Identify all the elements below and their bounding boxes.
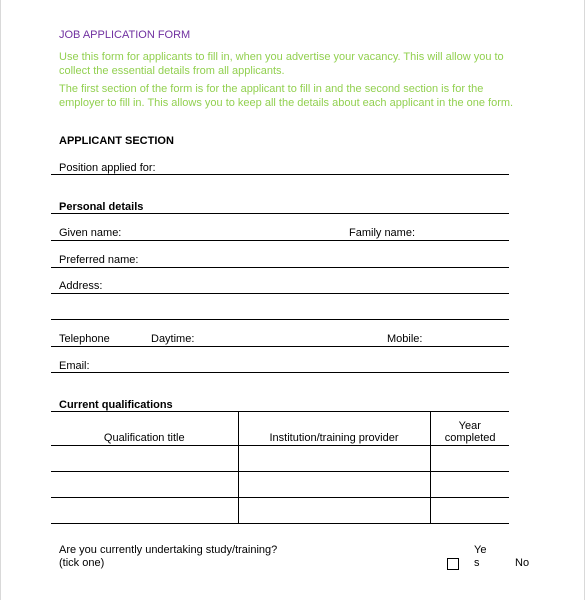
address-field-line-1[interactable] [51, 293, 509, 294]
name-field-line[interactable] [51, 240, 509, 241]
given-name-label: Given name: [59, 227, 122, 239]
column-header-institution: Institution/training provider [238, 411, 430, 446]
address-label: Address: [59, 280, 103, 292]
table-cell[interactable] [51, 446, 238, 472]
family-name-label: Family name: [349, 227, 416, 239]
form-title: JOB APPLICATION FORM [59, 29, 191, 41]
table-cell[interactable] [51, 472, 238, 498]
table-cell[interactable] [430, 498, 509, 524]
preferred-name-field-line[interactable] [51, 267, 509, 268]
address-field-line-2[interactable] [51, 319, 509, 320]
intro-paragraph-1: Use this form for applicants to fill in, when you advertise your vacancy. This will allow you to collect the essential details from all applicants. [59, 51, 504, 77]
yes-label-part2: s [474, 557, 480, 569]
study-question: Are you currently undertaking study/training? [59, 544, 278, 556]
table-cell[interactable] [238, 498, 430, 524]
table-cell[interactable] [238, 472, 430, 498]
table-cell[interactable] [51, 498, 238, 524]
applicant-section-heading: APPLICANT SECTION [59, 135, 174, 147]
table-cell[interactable] [430, 472, 509, 498]
column-header-year [430, 411, 509, 446]
daytime-label: Daytime: [151, 333, 195, 345]
yes-label-part1: Ye [474, 544, 487, 556]
divider-line [51, 213, 509, 214]
intro-paragraph-2: The first section of the form is for the applicant to fill in and the second section is for the employer to fill in. This allows you to keep all the details about each applicant in the one form. [59, 83, 514, 109]
table-row [51, 472, 509, 498]
no-label: No [515, 557, 530, 569]
position-label: Position applied for: [59, 162, 156, 174]
personal-details-heading: Personal details [59, 201, 144, 213]
email-field-line[interactable] [51, 372, 509, 373]
email-label: Email: [59, 360, 90, 372]
table-row [51, 446, 509, 472]
telephone-label: Telephone [59, 333, 110, 345]
table-cell[interactable] [430, 446, 509, 472]
study-question-note: (tick one) [59, 557, 105, 569]
qualifications-heading: Current qualifications [59, 399, 173, 411]
table-header-row [51, 411, 509, 446]
mobile-label: Mobile: [387, 333, 423, 345]
column-header-qualification: Qualification title [51, 411, 238, 446]
column-header-year-text: Year completed [444, 420, 496, 444]
table-row [51, 498, 509, 524]
table-cell[interactable] [238, 446, 430, 472]
telephone-field-line[interactable] [51, 346, 509, 347]
preferred-name-label: Preferred name: [59, 254, 139, 266]
position-field-line[interactable] [51, 174, 509, 175]
study-checkbox[interactable] [447, 558, 459, 570]
qualifications-table [51, 411, 509, 524]
